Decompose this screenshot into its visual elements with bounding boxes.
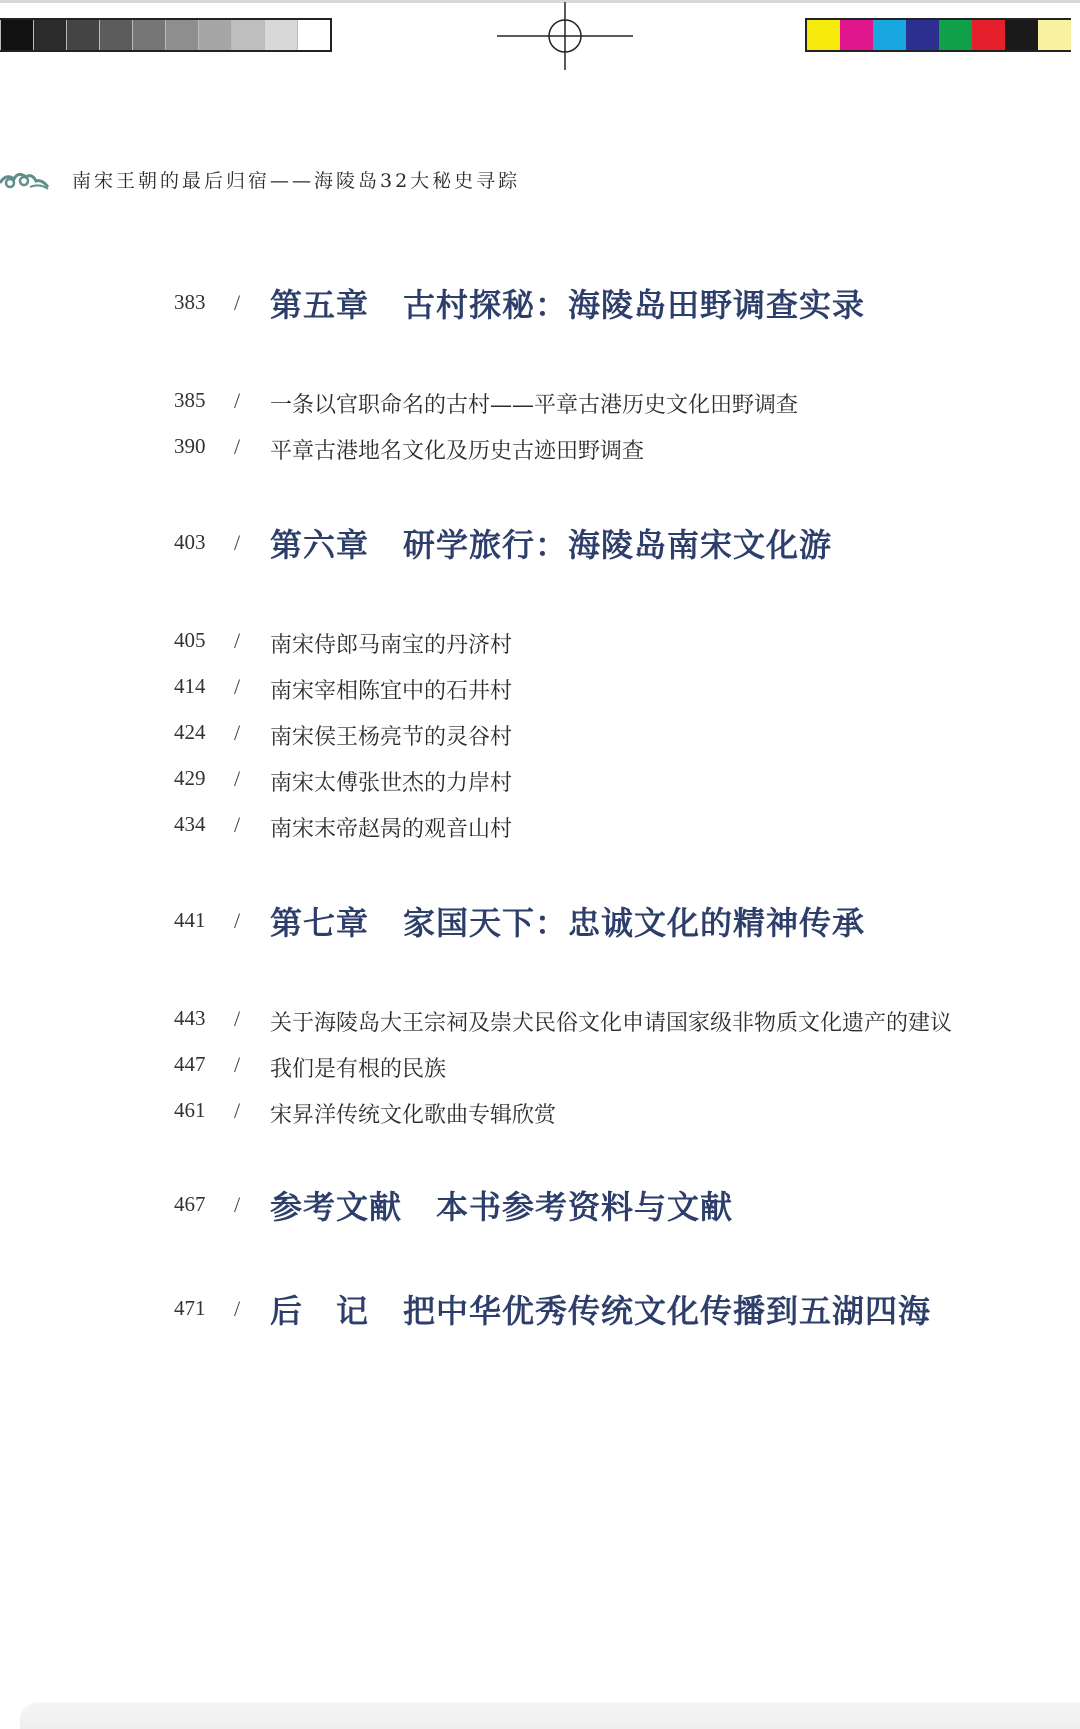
color-swatch [1038, 20, 1071, 50]
toc-chapter-title [270, 1286, 931, 1332]
toc-separator: / [234, 1296, 241, 1321]
page-bottom-edge [20, 1702, 1080, 1729]
toc-separator: / [234, 720, 241, 745]
toc-entry-title: 一条以官职命名的古村——平章古港历史文化田野调查 [270, 393, 799, 418]
color-swatch [807, 20, 840, 50]
toc-chapter-title [270, 280, 865, 326]
toc-page-number: 385 [174, 388, 206, 412]
toc-separator: / [234, 812, 241, 837]
toc-separator: / [234, 434, 241, 459]
toc-entry-title: 南宋侍郎马南宝的丹济村 [270, 633, 513, 658]
color-swatch [873, 20, 906, 50]
toc-chapter-subtitle: 本书参考资料与文献 [436, 1188, 734, 1226]
grayscale-calibration-bar [0, 18, 332, 52]
toc-entry-title: 我们是有根的民族 [270, 1057, 447, 1082]
toc-page-number: 403 [174, 530, 206, 554]
toc-separator: / [234, 388, 241, 413]
cloud-ornament-icon [0, 167, 50, 193]
toc-entry-title: 南宋末帝赵昺的观音山村 [270, 817, 513, 842]
toc-page-number: 434 [174, 812, 206, 836]
toc-entry-title: 平章古港地名文化及历史古迹田野调查 [270, 439, 645, 464]
toc-page-number: 424 [174, 720, 206, 744]
toc-page-number: 429 [174, 766, 206, 790]
toc-page-number: 383 [174, 290, 206, 314]
toc-chapter-title [270, 1182, 733, 1228]
gray-swatch [297, 20, 330, 50]
gray-swatch [0, 20, 33, 50]
toc-separator: / [234, 1192, 241, 1217]
toc-page-number: 405 [174, 628, 206, 652]
toc-entry-title: 南宋侯王杨亮节的灵谷村 [270, 725, 513, 750]
gray-swatch [231, 20, 264, 50]
toc-entry-title: 南宋宰相陈宜中的石井村 [270, 679, 513, 704]
toc-separator: / [234, 1098, 241, 1123]
gray-swatch [165, 20, 198, 50]
toc-separator: / [234, 1052, 241, 1077]
toc-chapter-subtitle: 古村探秘：海陵岛田野调查实录 [403, 286, 866, 324]
toc-chapter-subtitle: 家国天下：忠诚文化的精神传承 [403, 904, 866, 942]
toc-separator: / [234, 908, 241, 933]
registration-mark-icon [497, 2, 633, 70]
toc-chapter-title [270, 520, 832, 566]
gray-swatch [99, 20, 132, 50]
toc-entry-title: 南宋太傅张世杰的力岸村 [270, 771, 513, 796]
toc-chapter-label: 后 记 [270, 1292, 370, 1330]
toc-separator: / [234, 530, 241, 555]
toc-page-number: 414 [174, 674, 206, 698]
toc-page-number: 461 [174, 1098, 206, 1122]
color-calibration-bar [805, 18, 1071, 52]
gray-swatch [66, 20, 99, 50]
book-title: 南宋王朝的最后归宿——海陵岛32大秘史寻踪 [72, 170, 521, 192]
toc-separator: / [234, 674, 241, 699]
toc-page-number: 471 [174, 1296, 206, 1320]
toc-page-number: 443 [174, 1006, 206, 1030]
color-swatch [906, 20, 939, 50]
toc-chapter-title [270, 898, 865, 944]
toc-separator: / [234, 1006, 241, 1031]
toc-chapter-label: 第五章 [270, 286, 370, 324]
toc-page-number: 441 [174, 908, 206, 932]
toc-page-number: 390 [174, 434, 206, 458]
toc-chapter-label: 参考文献 [270, 1188, 403, 1226]
color-swatch [972, 20, 1005, 50]
toc-separator: / [234, 628, 241, 653]
toc-chapter-label: 第六章 [270, 526, 370, 564]
gray-swatch [264, 20, 297, 50]
toc-chapter-subtitle: 研学旅行：海陵岛南宋文化游 [403, 526, 833, 564]
toc-entry-title: 宋昇洋传统文化歌曲专辑欣赏 [270, 1103, 557, 1128]
color-swatch [939, 20, 972, 50]
toc-chapter-subtitle: 把中华优秀传统文化传播到五湖四海 [403, 1292, 932, 1330]
gray-swatch [33, 20, 66, 50]
color-swatch [1005, 20, 1038, 50]
toc-chapter-label: 第七章 [270, 904, 370, 942]
color-swatch [840, 20, 873, 50]
toc-page-number: 447 [174, 1052, 206, 1076]
toc-entry-title: 关于海陵岛大王宗祠及崇犬民俗文化申请国家级非物质文化遗产的建议 [270, 1011, 953, 1036]
toc-page-number: 467 [174, 1192, 206, 1216]
running-header [0, 166, 520, 193]
gray-swatch [198, 20, 231, 50]
gray-swatch [132, 20, 165, 50]
toc-separator: / [234, 290, 241, 315]
toc-separator: / [234, 766, 241, 791]
